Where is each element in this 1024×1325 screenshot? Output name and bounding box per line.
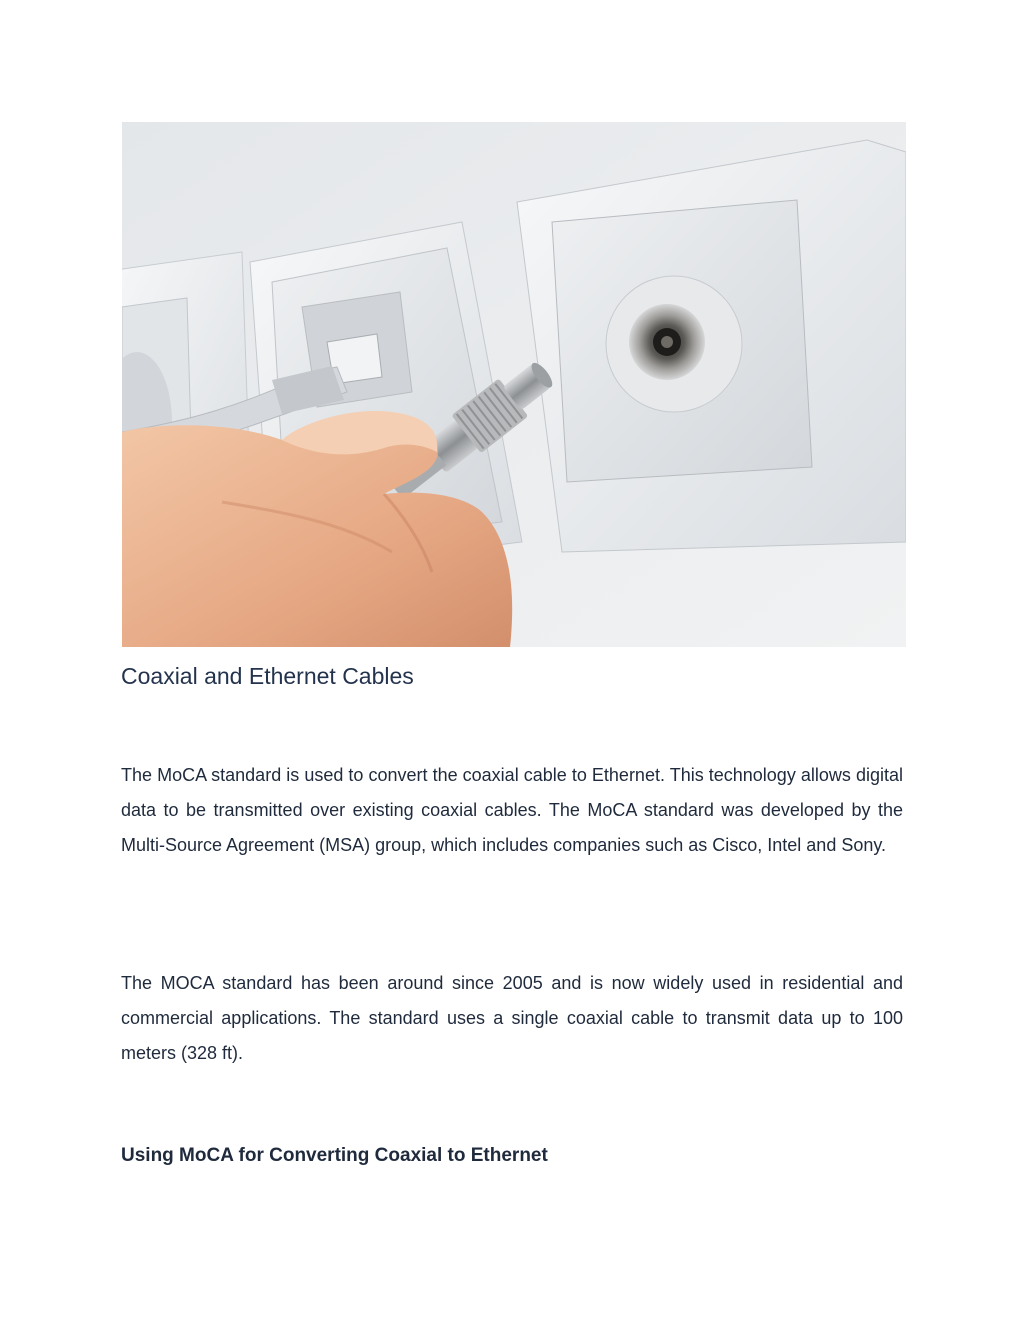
coaxial-wall-outlet-photo	[122, 122, 906, 647]
section-subheading: Using MoCA for Converting Coaxial to Ethernet	[121, 1145, 548, 1166]
paragraph-moca-history: The MOCA standard has been around since 2005 and is now widely used in residential and commercial applications. The standard uses a single coaxial cable to transmit data up to 100 meters (328 ft).	[121, 973, 903, 1063]
paragraph-moca-intro: The MoCA standard is used to convert the coaxial cable to Ethernet. This technology allows digital data to be transmitted over existing coaxial cables. The MoCA standard was developed by the Multi-Source Agreement (MSA) group, which includes companies such as Cisco, Intel and Sony.	[121, 765, 903, 855]
photo-illustration	[122, 122, 906, 647]
figure-caption: Coaxial and Ethernet Cables	[121, 663, 414, 689]
